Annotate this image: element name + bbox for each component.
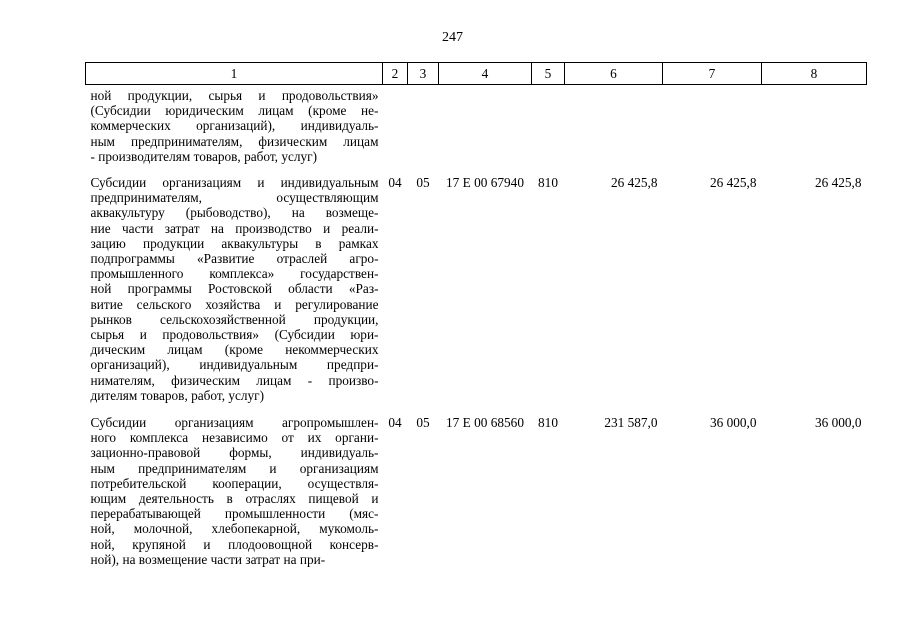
cell-amount-1: 231 587,0: [604, 415, 658, 431]
header-col-3: 3: [408, 63, 439, 85]
header-col-4: 4: [439, 63, 532, 85]
header-col-8: 8: [762, 63, 867, 85]
row-description: [86, 403, 383, 567]
description-line: ной программы Ростовской области «Раз-: [90, 281, 379, 297]
cell-section: 04: [388, 175, 402, 191]
description-line: аквакультуру (рыбоводство), на возмеще-: [90, 205, 379, 221]
description-line: ной), на возмещение части затрат на при-: [90, 551, 326, 567]
cell-amount-3: [762, 85, 867, 165]
cell-amount-1: [565, 85, 663, 165]
header-col-2: 2: [383, 63, 408, 85]
description-line: ной, молочной, хлебопекарной, мукомоль-: [90, 521, 379, 537]
description-line: дителям товаров, работ, услуг): [90, 387, 265, 403]
cell-amount-3: 26 425,8: [814, 175, 862, 191]
cell-amount-2: 26 425,8: [709, 175, 757, 191]
description-line: - производителям товаров, работ, услуг): [90, 148, 318, 164]
description-line: рынков сельскохозяйственной продукции,: [90, 311, 379, 327]
header-col-6: 6: [565, 63, 663, 85]
description-line: промышленного комплекса» государствен-: [90, 266, 379, 282]
row-description: [86, 85, 383, 165]
cell-subsection: 05: [416, 415, 430, 431]
description-line: предпринимателям, осуществляющим: [90, 190, 379, 206]
cell-target-item: 17 Е 00 67940: [446, 175, 524, 191]
page-number: 247: [442, 30, 463, 45]
cell-subsection: [408, 85, 439, 165]
description-line: ного комплекса независимо от их органи-: [90, 430, 379, 446]
description-line: (Субсидии юридическим лицам (кроме не-: [90, 103, 379, 119]
cell-amount-1: 26 425,8: [610, 175, 658, 191]
description-line: ющим деятельность в отраслях пищевой и: [90, 491, 379, 507]
cell-target-item: [439, 85, 532, 165]
description-line: ной продукции, сырья и продовольствия»: [90, 88, 379, 103]
table-row: [86, 403, 867, 567]
description-line: дическим лицам (кроме некоммерческих: [90, 342, 379, 358]
table-row: [86, 85, 867, 165]
header-col-1: 1: [86, 63, 383, 85]
description-line: перерабатывающей промышленности (мяс-: [90, 506, 379, 522]
description-line: нимателям, физическим лицам - произво-: [90, 372, 379, 388]
cell-subsection: 05: [416, 175, 430, 191]
cell-amount-3: 36 000,0: [814, 415, 862, 431]
description-line: сырья и продовольствия» (Субсидии юри-: [90, 327, 379, 343]
cell-expense-type: [532, 85, 565, 165]
header-row: [86, 63, 867, 85]
description-line: Субсидии организациям и индивидуальным: [90, 175, 379, 191]
cell-expense-type: 810: [538, 175, 558, 191]
description-line: витие сельского хозяйства и регулирование: [90, 296, 379, 312]
description-line: ние части затрат на производство и реали-: [90, 220, 379, 236]
header-col-7: 7: [663, 63, 762, 85]
cell-section: [383, 85, 408, 165]
description-line: Субсидии организациям агропромышлен-: [90, 415, 379, 431]
description-line: ной, крупяной и плодоовощной консерв-: [90, 536, 379, 552]
cell-amount-2: 36 000,0: [709, 415, 757, 431]
cell-target-item: 17 Е 00 68560: [446, 415, 524, 431]
description-line: потребительской кооперации, осуществля-: [90, 475, 379, 491]
cell-expense-type: 810: [538, 415, 558, 431]
description-line: зацию продукции аквакультуры в рамках: [90, 235, 379, 251]
row-description: [86, 164, 383, 403]
cell-section: 04: [388, 415, 402, 431]
header-col-5: 5: [532, 63, 565, 85]
description-line: зационно-правовой формы, индивидуаль-: [90, 445, 379, 461]
description-line: подпрограммы «Развитие отраслей агро-: [90, 251, 379, 267]
cell-amount-2: [663, 85, 762, 165]
budget-table: [85, 62, 867, 567]
description-line: коммерческих организаций), индивидуаль-: [90, 118, 379, 134]
description-line: ным предпринимателям и организациям: [90, 460, 379, 476]
table-row: [86, 164, 867, 403]
description-line: организаций), индивидуальным предпри-: [90, 357, 379, 373]
description-line: ным предпринимателям, физическим лицам: [90, 133, 379, 149]
